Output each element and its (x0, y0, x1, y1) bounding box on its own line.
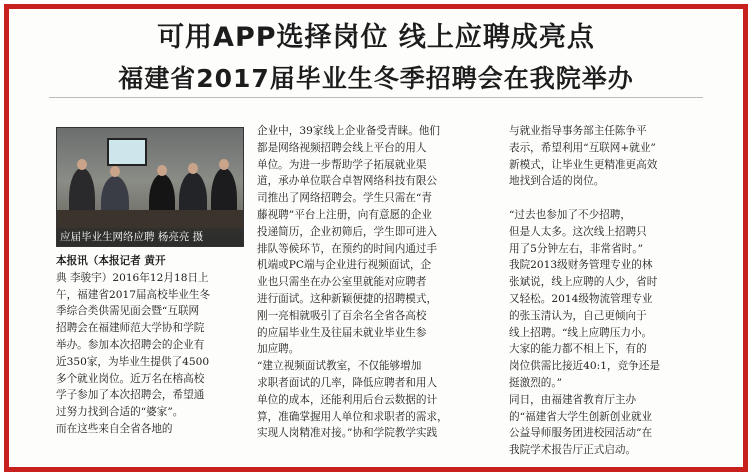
text-line: “过去也参加了不少招聘， (509, 208, 631, 221)
text-line: 但是人太多。这次线上招聘只 (509, 225, 647, 238)
article-frame (4, 4, 748, 472)
text-line: 进行面试。这种新颖便捷的招聘模式， (257, 292, 438, 305)
text-line: 表示，希望利用“互联网+就业” (509, 141, 656, 154)
text-line: 新模式，让毕业生更精准更高效 (509, 158, 658, 171)
text-line: 挺激烈的。” (509, 376, 563, 389)
text-line: 用了5分钟左右，非常省时。” (509, 242, 643, 255)
text-line: 我院学术报告厅正式启动。 (509, 444, 637, 457)
text-line: 地找到合适的岗位。 (509, 175, 605, 188)
monitor-screen (107, 138, 147, 166)
text-line: 公益导师服务团进校园活动”在 (509, 427, 653, 440)
text-line: 又轻松。2014级物流管理专业 (509, 292, 653, 305)
text-line: 的应届毕业生及往届未就业毕业生参 (257, 326, 427, 339)
text-line: 司推出了网络招聘会。学生只需在“青 (257, 192, 432, 205)
text-line: 而在这些来自全省各地的 (56, 422, 173, 435)
photo-caption: 应届毕业生网络应聘 杨亮亮 摄 (57, 228, 243, 246)
text-line: 的“福建省大学生创新创业就业 (509, 410, 653, 423)
text-line: 加应聘。 (257, 343, 300, 356)
text-line: 大家的能力都不相上下，有的 (509, 343, 647, 356)
text-line: 午，福建省2017届高校毕业生冬 (56, 288, 211, 301)
desk (57, 210, 243, 228)
text-line: 道，承办单位联合卓智网络科技有限公 (257, 175, 438, 188)
text-line: 单位。为进一步帮助学子拓展就业渠 (257, 158, 427, 171)
text-line: 我院2013级财务管理专业的林 (509, 259, 653, 272)
text-line: 刚一亮相就吸引了百余名全省各高校 (257, 309, 427, 322)
text-line: 投递简历，企业初筛后，学生即可进入 (257, 225, 438, 238)
text-line: 实现人岗精准对接。”协和学院教学实践 (257, 427, 438, 440)
text-line: 都是网络视频招聘会线上平台的用人 (257, 141, 427, 154)
text-line: 张斌说，线上应聘的人少，省时 (509, 276, 658, 289)
text-line: 企业中，39家线上企业备受青睐。他们 (257, 125, 440, 137)
person-head (219, 159, 229, 170)
text-line: 排队等候环节，在预约的时间内通过手 (257, 242, 438, 255)
text-line: 与就业指导事务部主任陈争平 (509, 125, 647, 137)
text-line: 多个就业岗位。近万名在榕高校 (56, 372, 205, 385)
text-line: 同日，由福建省教育厅主办 (509, 393, 637, 406)
text-line: 求职者面试的几率，降低应聘者和用人 (257, 376, 438, 389)
text-line: “建立视频面试教室，不仅能够增加 (257, 360, 422, 373)
article-column-3 (509, 123, 704, 459)
text-line: 招聘会在福建师范大学协和学院 (56, 322, 205, 335)
person-head (188, 163, 198, 174)
news-photo (56, 127, 244, 247)
headline-divider (49, 97, 703, 98)
text-line: 举办。参加本次招聘会的企业有 (56, 338, 205, 351)
text-line: 近350家，为毕业生提供了4500 (56, 355, 210, 368)
headline-line-2: 福建省2017届毕业生冬季招聘会在我院举办 (118, 64, 634, 93)
person-head (157, 165, 167, 176)
article-column-2 (257, 123, 501, 442)
text-line: 过努力找到合适的“婆家”。 (56, 406, 184, 419)
text-line: 藤视聘”平台上注册，向有意愿的企业 (257, 208, 432, 221)
text-line: 学子参加了本次招聘会，希望通 (56, 389, 205, 402)
person-head (77, 159, 87, 170)
text-line: 本报讯（本报记者 黄开 (56, 255, 166, 267)
text-line: 算，准确掌握用人单位和求职者的需求， (257, 410, 448, 423)
person-head (110, 166, 120, 177)
text-line: 业也只需坐在办公室里就能对应聘者 (257, 276, 427, 289)
text-line: 的张玉清认为，自己更倾向于 (509, 309, 647, 322)
text-line: 季综合类供需见面会暨“互联网 (56, 305, 200, 318)
text-line: 线上招聘。“线上应聘压力小。 (509, 326, 653, 339)
text-line: 单位的成本，还能利用后台云数据的计 (257, 393, 438, 406)
article-column-1 (56, 253, 246, 438)
text-line: 典 李骏宇）2016年12月18日上 (56, 271, 209, 284)
text-line: 机端或PC端与企业进行视频面试，企 (257, 259, 432, 272)
headline-line-1: 可用APP选择岗位 线上应聘成亮点 (157, 22, 595, 53)
text-line: 岗位供需比接近40:1，竞争还是 (509, 360, 660, 373)
text-line (509, 190, 704, 207)
